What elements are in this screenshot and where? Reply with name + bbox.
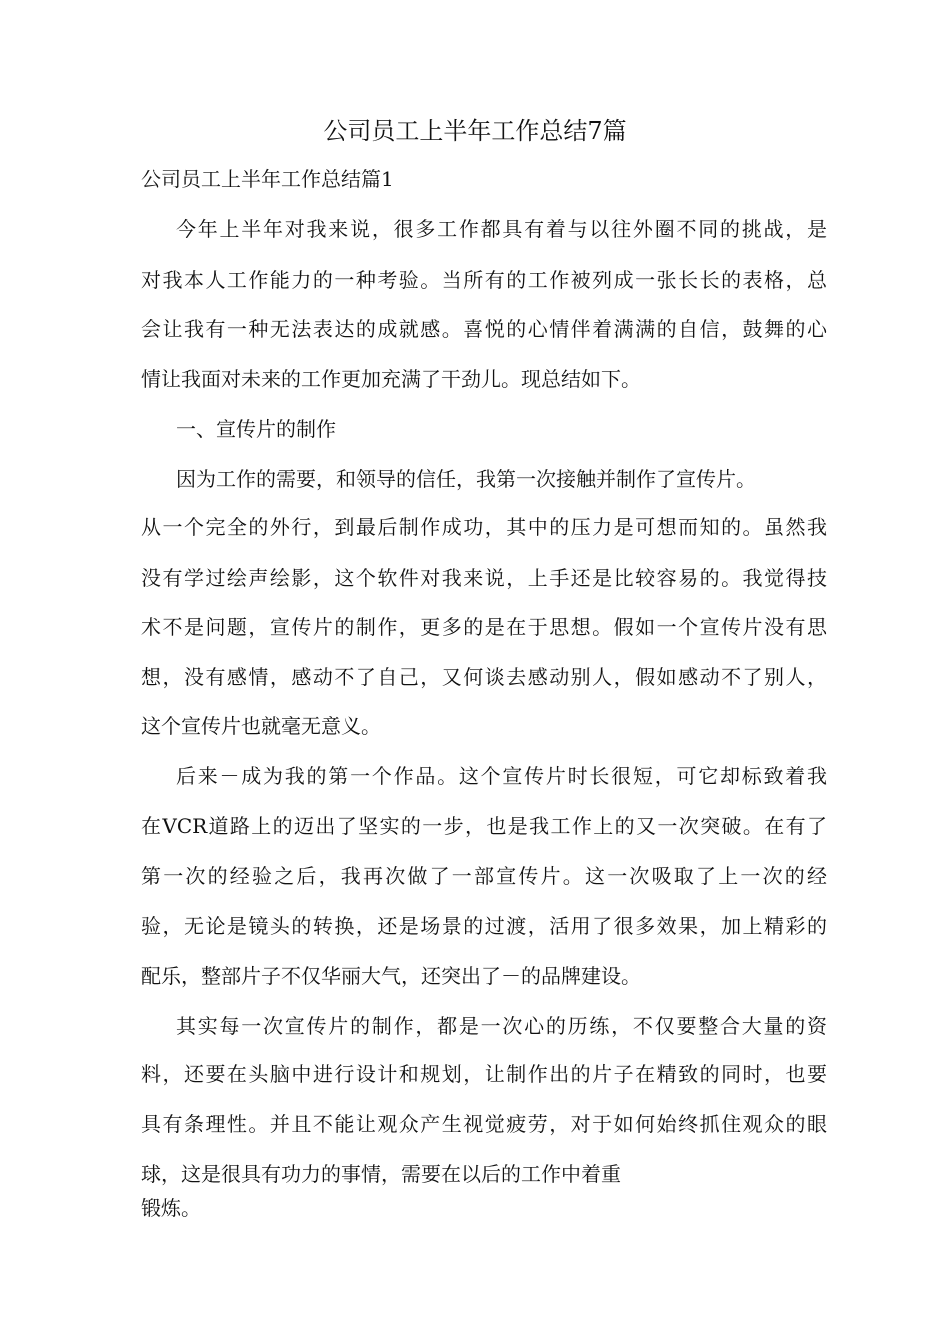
- paragraph-line: 配乐，整部片子不仅华丽大气，还突出了－的品牌建设。: [141, 964, 641, 988]
- paragraph-line: 术不是问题，宣传片的制作，更多的是在于思想。假如一个宣传片没有思: [141, 615, 827, 639]
- paragraph-line: 这个宣传片也就毫无意义。: [141, 714, 381, 738]
- paragraph-line: 料，还要在头脑中进行设计和规划，让制作出的片子在精致的同时，也要: [141, 1062, 827, 1086]
- paragraph-line: 会让我有一种无法表达的成就感。喜悦的心情伴着满满的自信，鼓舞的心: [141, 317, 827, 341]
- paragraph-line: 锻炼。: [141, 1196, 201, 1220]
- paragraph-line: 情让我面对未来的工作更加充满了干劲儿。现总结如下。: [141, 367, 641, 391]
- paragraph-line: 从一个完全的外行，到最后制作成功，其中的压力是可想而知的。虽然我: [141, 515, 827, 539]
- section-heading: 公司员工上半年工作总结篇1: [141, 167, 394, 191]
- paragraph-line: 今年上半年对我来说，很多工作都具有着与以往外圈不同的挑战，是: [176, 217, 827, 241]
- paragraph-line: 具有条理性。并且不能让观众产生视觉疲劳，对于如何始终抓住观众的眼: [141, 1112, 827, 1136]
- document-title: 公司员工上半年工作总结7篇: [323, 117, 627, 145]
- paragraph-line: 因为工作的需要，和领导的信任，我第一次接触并制作了宣传片。: [176, 467, 756, 491]
- paragraph-line: 对我本人工作能力的一种考验。当所有的工作被列成一张长长的表格，总: [141, 268, 827, 292]
- paragraph-line: 在VCR道路上的迈出了坚实的一步，也是我工作上的又一次突破。在有了: [141, 814, 827, 838]
- paragraph-line: 其实每一次宣传片的制作，都是一次心的历练，不仅要整合大量的资: [176, 1014, 827, 1038]
- paragraph-line: 后来－成为我的第一个作品。这个宣传片时长很短，可它却标致着我: [176, 764, 827, 788]
- subheading: 一、宣传片的制作: [176, 417, 336, 441]
- paragraph-line: 没有学过绘声绘影，这个软件对我来说，上手还是比较容易的。我觉得技: [141, 566, 827, 590]
- paragraph-line: 验，无论是镜头的转换，还是场景的过渡，活用了很多效果，加上精彩的: [141, 914, 827, 938]
- paragraph-line: 球，这是很具有功力的事情，需要在以后的工作中着重: [141, 1162, 621, 1186]
- paragraph-line: 想，没有感情，感动不了自己，又何谈去感动别人，假如感动不了别人，: [141, 665, 827, 689]
- paragraph-line: 第一次的经验之后，我再次做了一部宣传片。这一次吸取了上一次的经: [141, 864, 827, 888]
